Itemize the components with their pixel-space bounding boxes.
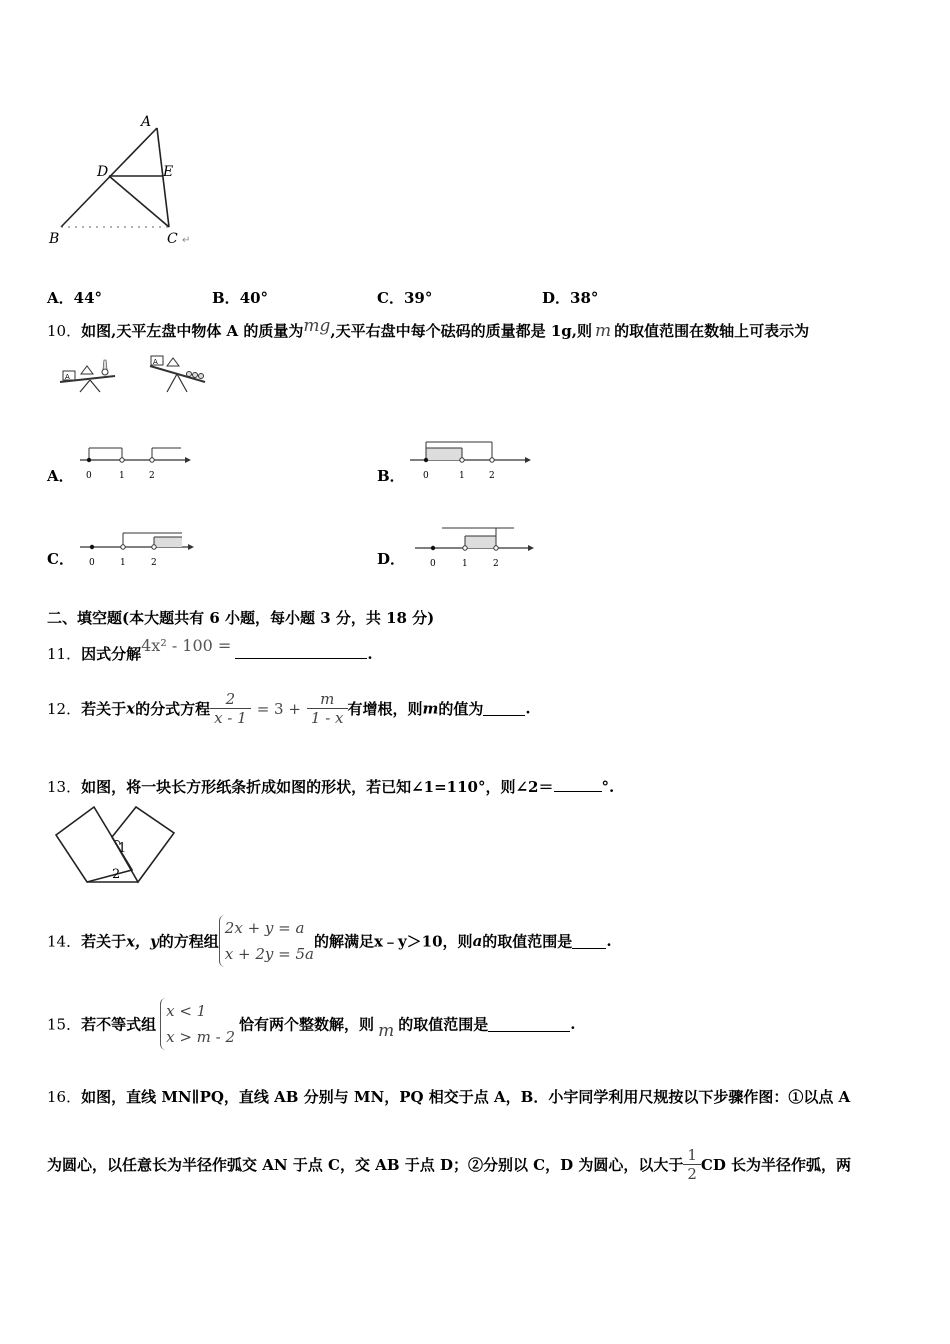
q10-option-c-label[interactable]: C． [47,550,74,568]
q12-answer-blank[interactable] [483,701,525,716]
q11-text: 11．因式分解4x² - 100 = . [47,636,373,663]
q10-option-c-numberline[interactable] [80,525,200,567]
svg-text:0: 0 [430,559,436,568]
balance-figure [55,352,215,402]
q16-line-1: 16．如图，直线 MN∥PQ，直线 AB 分别与 MN，PQ 相交于点 A，B．小宇同学利用尺规按以下步骤作图：①以点 A [47,1088,851,1106]
q12-fraction-1: $\frac{2}{x - 1}$ [210,690,251,727]
return-mark: ↵ [182,235,191,246]
svg-text:1: 1 [118,841,127,856]
q10-option-b-numberline[interactable] [410,438,535,482]
q9-option-d[interactable]: D．38° [542,289,599,307]
label-c: C [167,231,178,247]
q13-answer-blank[interactable] [554,777,602,792]
label-b: B [49,231,60,247]
svg-text:A: A [153,358,158,366]
svg-text:2: 2 [149,471,155,481]
q10-option-b-label[interactable]: B． [377,467,405,485]
svg-text:1: 1 [462,559,468,568]
q9-option-c[interactable]: C．39° [377,289,433,307]
svg-text:2: 2 [112,867,121,882]
q10-option-d-label[interactable]: D． [377,550,406,568]
q9-option-a[interactable]: A．44° [47,289,103,307]
section-heading: 二、填空题(本大题共有 6 小题，每小题 3 分，共 18 分) [47,609,435,627]
q10-text: 10．如图,天平左盘中物体 A 的质量为mg,天平右盘中每个砝码的质量都是 1g,则 m 的取值范围在数轴上可表示为 [47,316,810,341]
q15-answer-blank[interactable] [488,1017,570,1032]
q10-option-a-numberline[interactable] [80,440,195,482]
q11-answer-blank[interactable] [235,644,367,659]
q14-text: 14．若关于x，y的方程组 2x + y = a x + 2y = 5a 的解满足x﹣y＞10，则a的取值范围是 . [47,915,612,967]
svg-text:A: A [65,373,70,381]
triangle-figure [45,110,205,250]
edge-ba [61,128,157,227]
q13-text: 13．如图，将一块长方形纸条折成如图的形状，若已知∠1=110°，则∠2＝ °. [47,778,615,796]
q15-inequality-system: x < 1 x > m - 2 [160,998,235,1050]
svg-text:2: 2 [489,471,495,481]
q16-line-2: 为圆心，以任意长为半径作弧交 AN 于点 C，交 AB 于点 D；②分别以 C，D 为圆心，以大于 $\frac{1}{2}$ CD 长为半径作弧，两 [47,1146,852,1183]
svg-text:0: 0 [86,471,92,481]
q16-fraction: $\frac{1}{2}$ [683,1146,701,1183]
q14-answer-blank[interactable] [572,934,606,949]
label-a: A [141,114,152,130]
q15-text: 15．若不等式组 x < 1 x > m - 2 恰有两个整数解，则 m 的取值范围是 . [47,998,575,1050]
edge-dc [109,176,169,227]
svg-text:2: 2 [493,559,499,568]
q12-text: 12．若关于x的分式方程 $\frac{2}{x - 1}$ = 3 + $\frac{m}{1 - x}$ 有增根，则m的值为 . [47,690,531,727]
right-balance [150,356,205,392]
q9-option-b[interactable]: B．40° [212,289,269,307]
svg-text:1: 1 [459,471,465,481]
q10-option-d-numberline[interactable] [415,522,540,568]
q10-option-a-label[interactable]: A． [47,467,74,485]
svg-text:1: 1 [120,558,126,567]
q14-equation-system: 2x + y = a x + 2y = 5a [219,915,314,967]
label-d: D [97,164,109,180]
label-e: E [163,164,174,180]
svg-text:1: 1 [119,471,125,481]
svg-text:0: 0 [89,558,95,567]
left-balance [60,360,115,392]
svg-text:0: 0 [423,471,429,481]
folded-strip-figure [50,805,180,890]
q12-fraction-2: $\frac{m}{1 - x}$ [307,690,348,727]
svg-text:2: 2 [151,558,157,567]
